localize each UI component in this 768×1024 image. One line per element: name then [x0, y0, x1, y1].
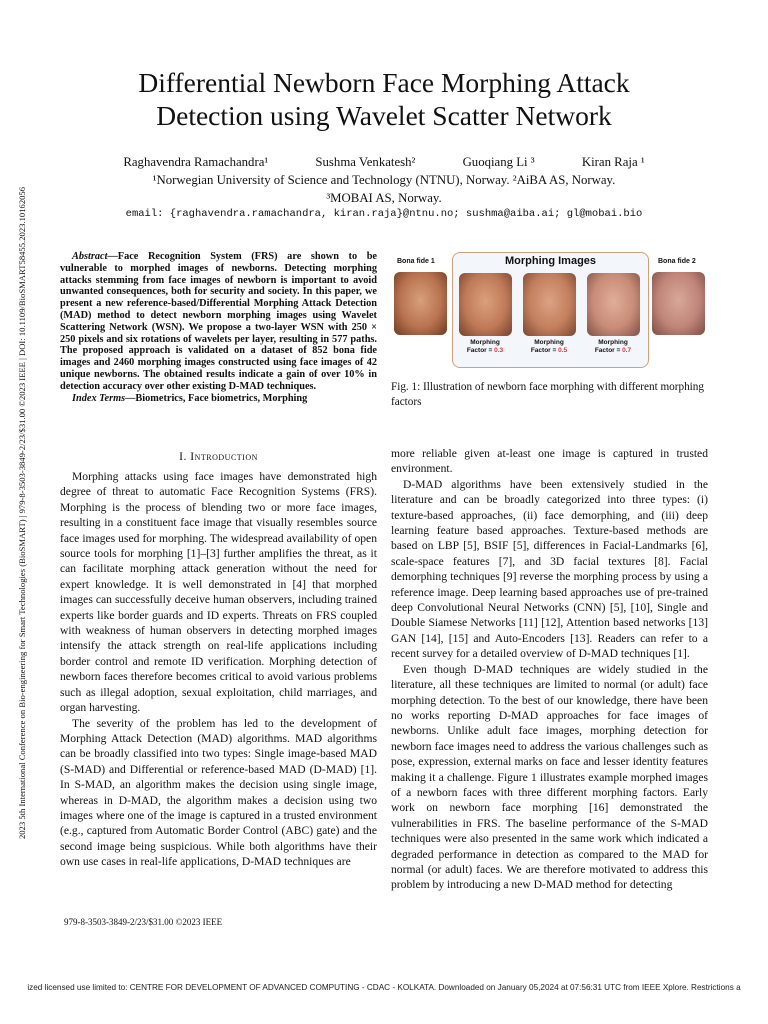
bona-fide-1-label: Bona fide 1 [397, 258, 435, 265]
morph-factor-value: 0.3 [494, 347, 504, 354]
section-title: Introduction [190, 450, 258, 463]
morph-factor-prefix: Factor = [466, 347, 495, 354]
abstract [60, 251, 377, 404]
right-column-body [391, 446, 708, 893]
morph-factor-title: Morphing [534, 339, 564, 346]
figure-1-caption: Fig. 1: Illustration of newborn face morphing with different morphing factors [391, 381, 704, 408]
bona-fide-2-label: Bona fide 2 [658, 258, 696, 265]
index-terms-label: Index Terms [72, 392, 126, 404]
figure-1 [391, 250, 708, 370]
author-block [60, 153, 708, 207]
body-paragraph: more reliable given at-least one image is captured in trusted environment. [391, 447, 708, 476]
download-notice: ized licensed use limited to: CENTRE FOR DEVELOPMENT OF ADVANCED COMPUTING - CDAC - KOLKATA. Downloaded on January 05,2024 at 07:56:31 UTC from IEEE Xplore. Restrictions a [27, 983, 741, 992]
body-paragraph: Even though D-MAD techniques are widely studied in the literature, all these techniques are limited to normal (or adult) face morphing detection. To the best of our knowledge, there have been no works reporting D-MAD approaches for face images of newborns. Unlike adult face images, morphing detection for newborn face images need to address the various challenges such as pose, expression, external marks on face and lesser identity features making it a challenge. Figure 1 illustrates example morphed images of a newborn faces with three different morphing factors. Early work on newborn face morphing [16] demonstrated the vulnerabilities in FRS. The baseline performance of the S-MAD techniques were also presented in the same work which indicated a degraded performance in detection as compared to the MAD for normal (or adult) faces. We are therefore motivated to address this problem by introducing a new D-MAD method for detecting [391, 662, 708, 892]
morph-factor-label [585, 339, 641, 355]
morph-image-0-5 [523, 273, 576, 336]
affiliation-line-1: ¹Norwegian University of Science and Technology (NTNU), Norway. ²AiBA AS, Norway. [152, 173, 616, 187]
title-line-1: Differential Newborn Face Morphing Attack [138, 67, 630, 98]
affiliation-line-2: ³MOBAI AS, Norway. [326, 191, 442, 205]
morph-factor-value: 0.7 [622, 347, 632, 354]
body-paragraph: The severity of the problem has led to the development of Morphing Attack Detection (MAD) algorithms. MAD algorithms can be broadly classified into two types: Single image-based MAD (S-MAD) and Differential or reference-based MAD (D-MAD) [1]. In S-MAD, an algorithm makes the decision using single image, whereas in D-MAD, the algorithm makes a decision using two images where one of the image is captured in a trusted environment (e.g., captured from Automatic Border Control (ABC) gate) and the second image being suspicious. While both algorithms have their own use cases in real-life applications, D-MAD techniques are [60, 716, 377, 869]
morphing-images-title: Morphing Images [504, 255, 597, 267]
morph-factor-label [457, 339, 513, 355]
title-line-2: Detection using Wavelet Scatter Network [156, 100, 612, 131]
paper-title [60, 66, 708, 132]
bona-fide-1-image [394, 272, 447, 335]
author-names [60, 153, 708, 171]
morph-image-0-3 [459, 273, 512, 336]
morph-factor-value: 0.5 [558, 347, 568, 354]
left-column-body [60, 469, 377, 870]
index-terms [60, 393, 377, 405]
copyright-footnote: 979-8-3503-3849-2/23/$31.00 ©2023 IEEE [64, 917, 223, 927]
author-name: Kiran Raja ¹ [581, 155, 645, 169]
author-name: Guoqiang Li ³ [462, 155, 535, 169]
author-name: Sushma Venkatesh² [315, 155, 416, 169]
bona-fide-2-image [652, 272, 705, 335]
abstract-label: Abstract [72, 251, 108, 262]
abstract-paragraph [60, 251, 377, 393]
morph-factor-title: Morphing [470, 339, 500, 346]
morph-factor-title: Morphing [598, 339, 628, 346]
section-number: I. [179, 450, 187, 463]
doi-sidebar [14, 118, 30, 908]
body-paragraph: Morphing attacks using face images have demonstrated high degree of threat to automatic Face Recognition Systems (FRS). Morphing is the process of blending two or more face images, resulting in a constituent face image that visually resembles source face images used for morphing. The widespread availability of open source tools for morphing [1]–[3] further amplifies the threat, as it can facilitate morphing attack generation without the need for expert knowledge. It is well demonstrated in [4] that morphed images can successfully deceive human observers, including trained experts like border guards and ID experts. Threats on FRS coupled with weakness of human observers in detecting morphed images intensify the attack strength on real-life applications including border control and remote ID verification. Morphing detection of newborn faces therefore becomes critical to avoid various problems such as illegal adoption, sexual exploitation, child marriages, and organ harvesting. [60, 470, 377, 715]
author-name: Raghavendra Ramachandra¹ [123, 155, 269, 169]
morph-factor-label [521, 339, 577, 355]
index-terms-text: —Biometrics, Face biometrics, Morphing [125, 392, 308, 404]
morph-image-0-7 [587, 273, 640, 336]
doi-sidebar-text: 2023 5th International Conference on Bio-engineering for Smart Technologies (BioSMART) | 979-8-3503-3849-2/23/$31.00 ©2023 IEEE | DOI: 10.1109/BioSMART58455.2023.10162056 [17, 186, 27, 840]
author-emails: email: {raghavendra.ramachandra, kiran.raja}@ntnu.no; sushma@aiba.ai; gl@mobai.bio [125, 208, 643, 220]
morph-factor-prefix: Factor = [530, 347, 559, 354]
body-paragraph: D-MAD algorithms have been extensively studied in the literature and can be broadly categorized into three types: (i) texture-based approaches, (ii) face demorphing, and (iii) deep learning feature based approaches. Texture-based methods are based on LBP [5], BSIF [5], differences in Facial-Landmarks [6], scale-space features [7], and 3D facial textures [8]. Facial demorphing techniques [9] reverse the morphing process by using a reference image. Deep learning based approaches use of pre-trained deep Convolutional Neural Networks (CNN) [5], [10], Single and Double Siamese Networks [11] [12], Attention based networks [13] GAN [14], [15] and Auto-Encoders [13]. Readers can refer to a recent survey for a detailed overview of D-MAD techniques [1]. [391, 477, 708, 661]
morphing-images-panel [452, 252, 649, 368]
abstract-text: —Face Recognition System (FRS) are shown to be vulnerable to morphed images of newborns. Detecting morphing attacks stemming from face images of newborn is important to avoid unwanted consequences, both for security and society. In this paper, we present a new reference-based/Differential Morphing Attack Detection (MAD) method to detect newborn morphing images using Wavelet Scattering Network (WSN). We propose a two-layer WSN with 250 × 250 pixels and six rotations of wavelets per layer, resulting in 577 paths. The proposed approach is validated on a dataset of 852 bona fide images and 2460 morphing images constructed using face images of 42 unique newborns. The obtained results indicate a gain of over 10% in detection accuracy over other existing D-MAD techniques. [60, 251, 377, 392]
section-heading [60, 450, 377, 463]
morph-factor-prefix: Factor = [594, 347, 623, 354]
